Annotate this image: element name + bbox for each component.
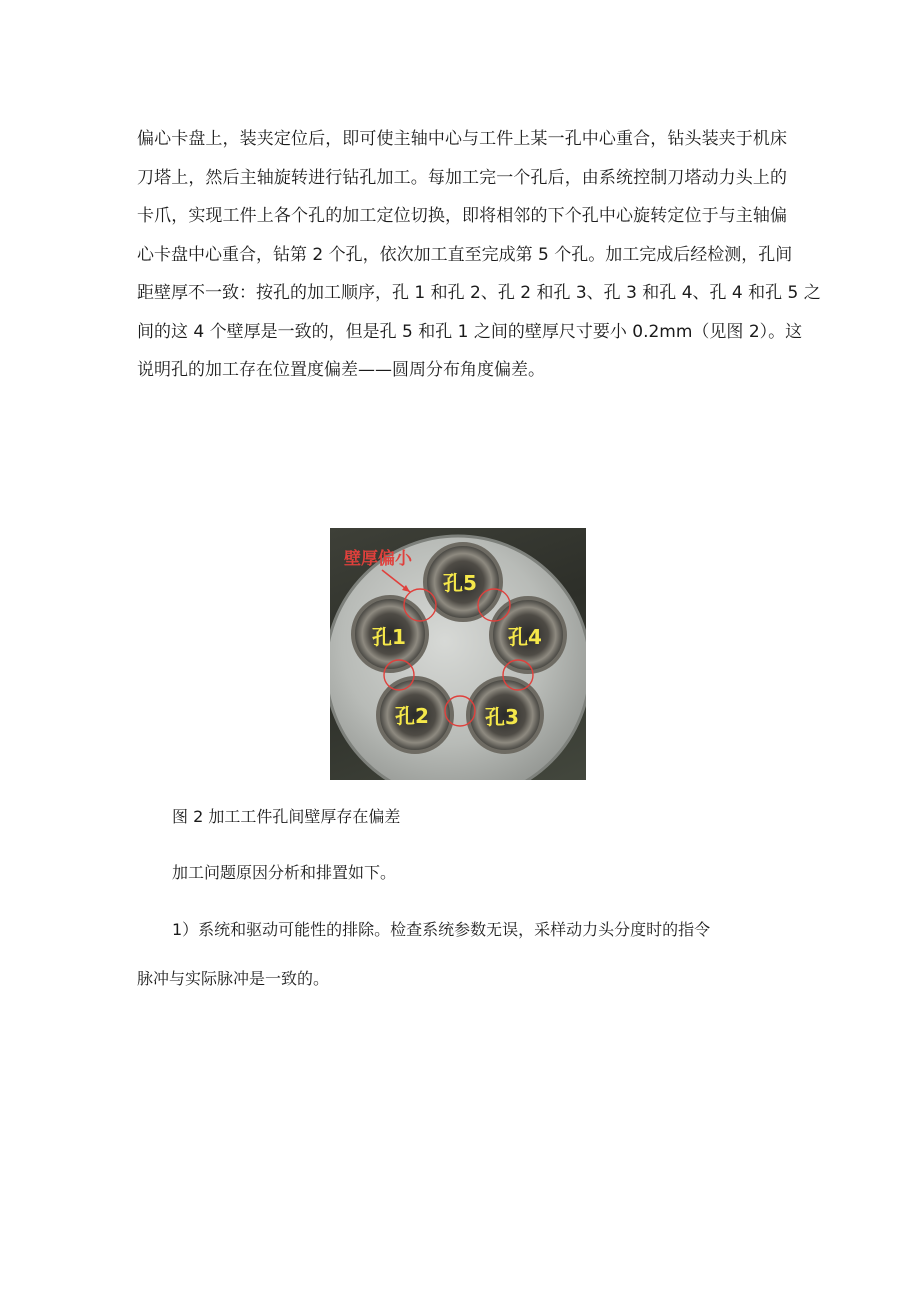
hole-label: 孔4 (508, 625, 542, 649)
workpiece-illustration (330, 528, 586, 780)
paragraph-line: 卡爪，实现工件上各个孔的加工定位切换，即将相邻的下个孔中心旋转定位于与主轴偏 (137, 206, 787, 226)
hole-label: 孔3 (485, 705, 519, 729)
paragraph-line: 刀塔上，然后主轴旋转进行钻孔加工。每加工完一个孔后，由系统控制刀塔动力头上的 (137, 167, 787, 188)
hole-label: 孔2 (395, 704, 429, 728)
hole-label: 孔1 (372, 625, 406, 649)
paragraph-line: 心卡盘中心重合，钻第 2 个孔，依次加工直至完成第 5 个孔。加工完成后经检测，孔间 (137, 244, 793, 265)
list-item-line: 脉冲与实际脉冲是一致的。 (137, 969, 330, 988)
list-item-line: 1）系统和驱动可能性的排除。检查系统参数无误，采样动力头分度时的指令 (172, 920, 711, 939)
paragraph-line: 间的这 4 个壁厚是一致的，但是孔 5 和孔 1 之间的壁厚尺寸要小 0.2mm（见图 2）。这 (137, 321, 803, 342)
paragraph-line: 距壁厚不一致：按孔的加工顺序，孔 1 和孔 2、孔 2 和孔 3、孔 3 和孔 4、孔 4 和孔 5 之 (137, 283, 821, 303)
paragraph-line: 说明孔的加工存在位置度偏差——圆周分布角度偏差。 (137, 360, 545, 380)
figure-caption: 图 2 加工工件孔间壁厚存在偏差 (172, 807, 401, 826)
body-paragraph (137, 120, 821, 390)
workpiece-photo (330, 528, 586, 780)
paragraph-line: 偏心卡盘上，装夹定位后，即可使主轴中心与工件上某一孔中心重合，钻头装夹于机床 (137, 129, 787, 149)
annotation-label: 壁厚偏小 (344, 549, 412, 569)
hole-label: 孔5 (443, 571, 477, 595)
intro-text: 加工问题原因分析和排置如下。 (172, 863, 397, 882)
